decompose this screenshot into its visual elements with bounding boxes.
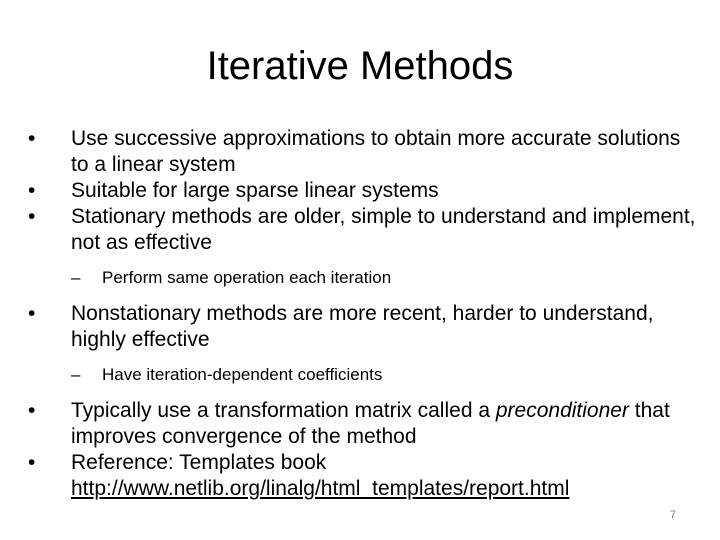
sub-bullet-item [71, 364, 696, 386]
page-number: 7 [669, 509, 676, 521]
bullet-text-before: Typically use a transformation matrix called a [71, 399, 491, 422]
bullet-item [28, 301, 696, 353]
reference-link[interactable]: http://www.netlib.org/linalg/html_templates/report.html [71, 477, 570, 500]
bullet-text: Suitable for large sparse linear systems [71, 179, 439, 202]
bullet-text-italic: preconditioner [495, 399, 629, 422]
dash-icon: – [71, 268, 81, 287]
bullet-icon: • [28, 399, 36, 422]
bullet-icon: • [28, 205, 36, 228]
dash-icon: – [71, 365, 81, 384]
bullet-item [28, 178, 696, 204]
bullet-icon: • [28, 127, 36, 150]
bullet-text: Nonstationary methods are more recent, harder to understand, highly effective [71, 302, 654, 351]
sub-bullet-item [71, 267, 696, 289]
bullet-text: Stationary methods are older, simple to understand and implement, not as effective [71, 205, 696, 254]
bullet-item [28, 126, 696, 178]
bullet-text-after: that improves convergence of the method [71, 399, 670, 448]
bullet-text: Use successive approximations to obtain more accurate solutions to a linear system [71, 127, 681, 176]
bullet-icon: • [28, 302, 36, 325]
bullet-item [28, 398, 696, 450]
slide-title: Iterative Methods [206, 44, 514, 88]
slide-body [28, 126, 696, 502]
sub-bullet-text: Perform same operation each iteration [102, 268, 392, 287]
bullet-icon: • [28, 451, 36, 474]
bullet-item [28, 204, 696, 256]
sub-bullet-text: Have iteration-dependent coefficients [102, 365, 383, 384]
bullet-icon: • [28, 179, 36, 202]
bullet-text: Reference: Templates book [71, 451, 327, 474]
bullet-item [28, 450, 696, 502]
